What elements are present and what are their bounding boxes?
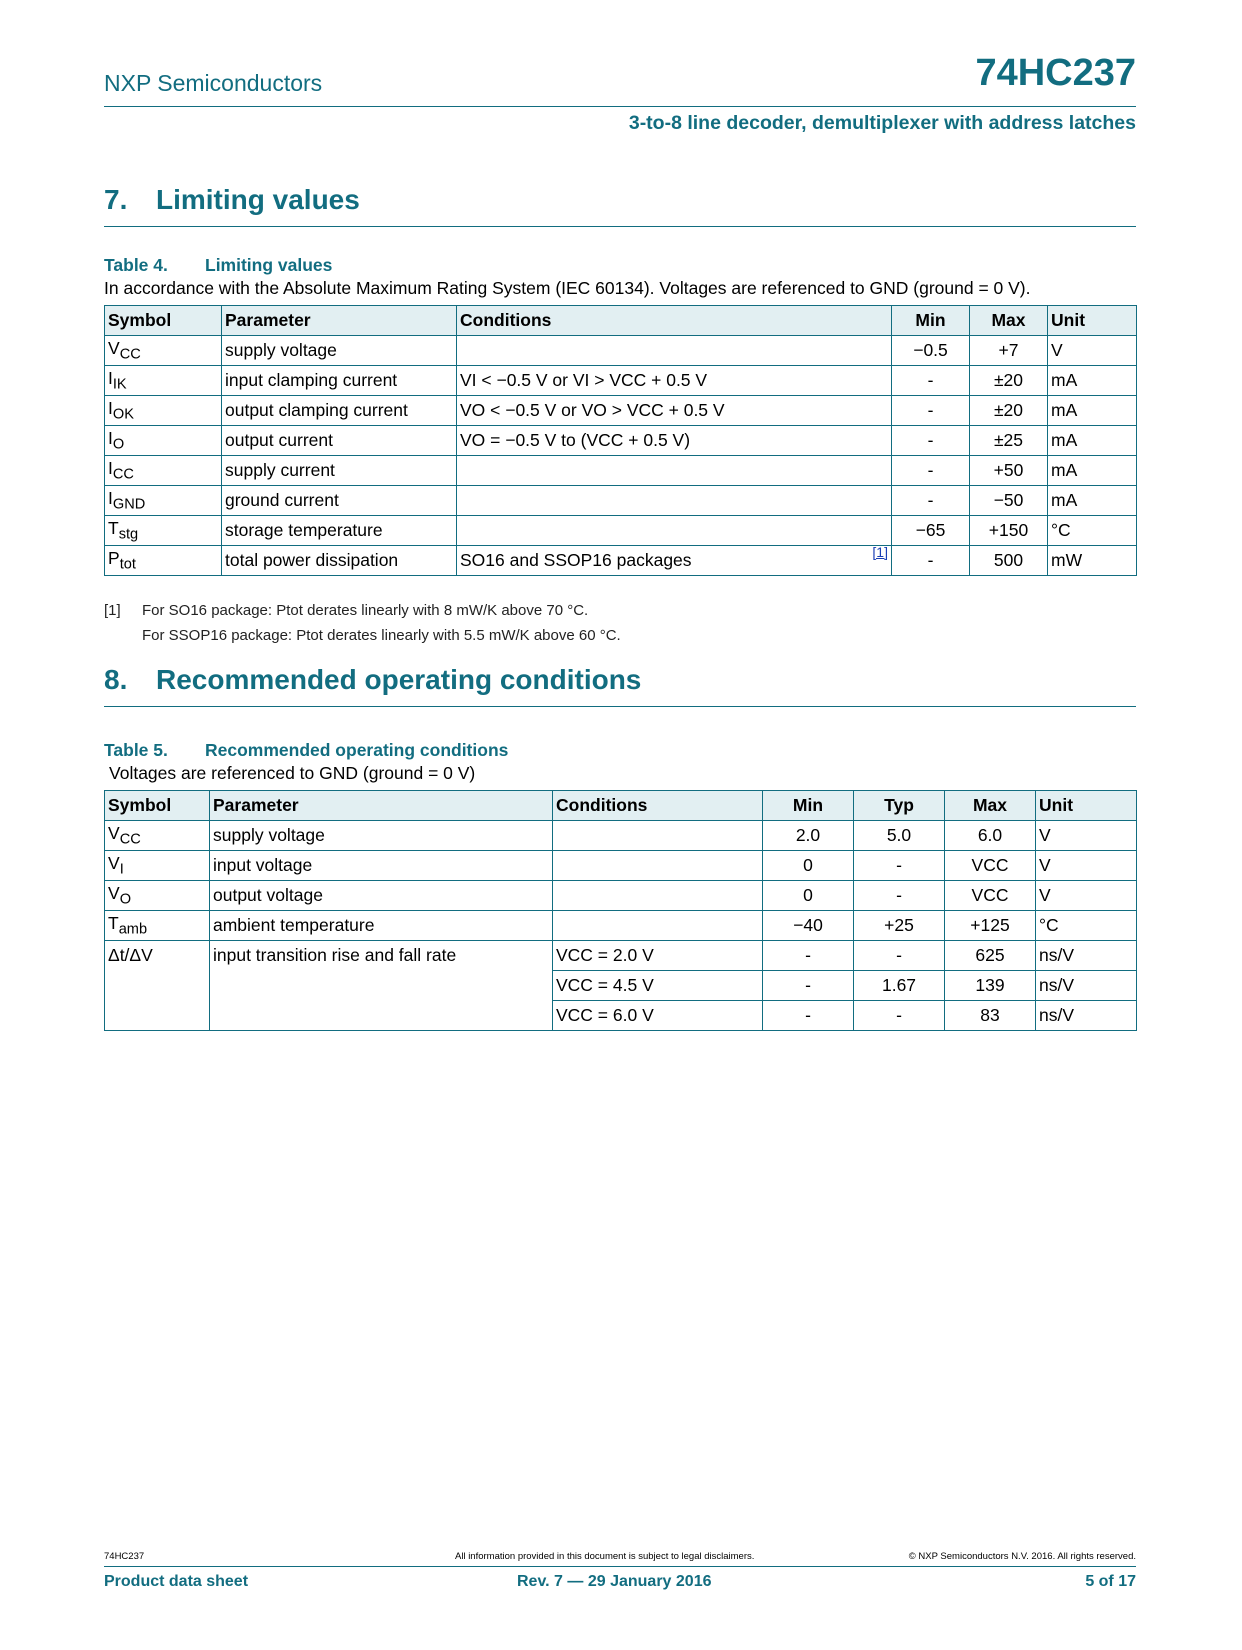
unit-cell: V	[1036, 821, 1137, 851]
symbol-cell	[105, 486, 222, 516]
conditions-cell: VCC = 2.0 V	[553, 941, 763, 971]
min-cell: 0	[763, 881, 854, 911]
parameter-cell: input transition rise and fall rate	[210, 941, 553, 1031]
conditions-cell	[457, 396, 892, 426]
symbol-letter: I	[108, 398, 113, 419]
symbol-cell	[105, 821, 210, 851]
section-7-heading	[104, 184, 360, 216]
section-number: 7.	[104, 184, 128, 215]
min-cell: −0.5	[892, 336, 970, 366]
part-number: 74HC237	[975, 52, 1136, 94]
section-8-divider	[104, 706, 1136, 707]
symbol-cell	[105, 456, 222, 486]
document-subtitle: 3-to-8 line decoder, demultiplexer with address latches	[628, 112, 1136, 134]
typ-cell: -	[854, 881, 945, 911]
table-row	[105, 941, 1137, 971]
symbol-letter: T	[108, 518, 119, 539]
min-cell: 2.0	[763, 821, 854, 851]
symbol-cell	[105, 881, 210, 911]
symbol-letter: V	[108, 853, 120, 874]
conditions-cell: VCC = 6.0 V	[553, 1001, 763, 1031]
footnote-1-continued	[104, 627, 621, 644]
table-row	[105, 366, 1137, 396]
col-header: Symbol	[105, 791, 210, 821]
conditions-text: SO16 and SSOP16 packages	[460, 550, 692, 570]
col-header: Unit	[1036, 791, 1137, 821]
typ-cell: +25	[854, 911, 945, 941]
col-header: Unit	[1048, 306, 1137, 336]
parameter-cell: input voltage	[210, 851, 553, 881]
conditions-cell	[553, 821, 763, 851]
max-cell: −50	[970, 486, 1048, 516]
symbol-letter: T	[108, 913, 119, 934]
section-number: 8.	[104, 664, 128, 695]
unit-cell: mA	[1048, 456, 1137, 486]
symbol-letter: I	[108, 488, 113, 509]
header-divider	[104, 106, 1136, 107]
symbol-letter: I	[108, 458, 113, 479]
symbol-letter: V	[108, 883, 120, 904]
table-number: Table 5.	[104, 740, 168, 760]
parameter-cell: input clamping current	[222, 366, 457, 396]
unit-cell: °C	[1048, 516, 1137, 546]
footnote-text: For SO16 package: Ptot derates linearly with 8 mW/K above 70 °C.	[142, 602, 589, 619]
typ-cell: 5.0	[854, 821, 945, 851]
min-cell: -	[763, 971, 854, 1001]
symbol-cell	[105, 426, 222, 456]
max-cell: VCC	[945, 881, 1036, 911]
min-cell: -	[892, 486, 970, 516]
unit-cell: V	[1048, 336, 1137, 366]
parameter-cell: ground current	[222, 486, 457, 516]
footnote-tag: [1]	[104, 602, 121, 619]
symbol-subscript: I	[119, 861, 124, 878]
symbol-subscript: CC	[112, 466, 134, 483]
min-cell: -	[892, 366, 970, 396]
conditions-cell: VCC = 4.5 V	[553, 971, 763, 1001]
max-cell: ±25	[970, 426, 1048, 456]
min-cell: -	[892, 396, 970, 426]
min-cell: -	[763, 941, 854, 971]
conditions-text: VO = −0.5 V to (VCC + 0.5 V)	[460, 430, 691, 450]
unit-cell: V	[1036, 881, 1137, 911]
parameter-cell: supply voltage	[222, 336, 457, 366]
table-row	[105, 396, 1137, 426]
parameter-cell: total power dissipation	[222, 546, 457, 576]
max-cell: +150	[970, 516, 1048, 546]
parameter-cell: output clamping current	[222, 396, 457, 426]
unit-cell: mA	[1048, 366, 1137, 396]
symbol-subscript: stg	[118, 526, 139, 543]
min-cell: -	[892, 456, 970, 486]
footnote-reference-link[interactable]: [1]	[872, 545, 888, 560]
table-title: Recommended operating conditions	[205, 740, 509, 760]
col-header: Min	[763, 791, 854, 821]
table-row	[105, 821, 1137, 851]
table-row	[105, 336, 1137, 366]
footer-doc-id: 74HC237	[104, 1551, 145, 1562]
typ-cell: -	[854, 941, 945, 971]
table-row	[105, 516, 1137, 546]
conditions-cell	[553, 911, 763, 941]
symbol-subscript: amb	[118, 921, 148, 938]
symbol-cell	[105, 336, 222, 366]
max-cell: ±20	[970, 366, 1048, 396]
conditions-cell	[457, 366, 892, 396]
max-cell: +50	[970, 456, 1048, 486]
section-7-divider	[104, 226, 1136, 227]
footer-revision: Rev. 7 — 29 January 2016	[517, 1573, 712, 1590]
max-cell: ±20	[970, 396, 1048, 426]
symbol-letter: V	[108, 823, 120, 844]
typ-cell: 1.67	[854, 971, 945, 1001]
table-header-row	[105, 791, 1137, 821]
symbol-subscript: O	[119, 891, 132, 908]
max-cell: +7	[970, 336, 1048, 366]
col-header: Max	[970, 306, 1048, 336]
section-title: Recommended operating conditions	[156, 664, 642, 695]
conditions-cell	[457, 486, 892, 516]
min-cell: -	[892, 546, 970, 576]
symbol-cell	[105, 366, 222, 396]
conditions-text: VO < −0.5 V or VO > VCC + 0.5 V	[460, 400, 725, 420]
conditions-cell	[553, 851, 763, 881]
unit-cell: mA	[1048, 486, 1137, 516]
symbol-cell: Δt/ΔV	[105, 941, 210, 1031]
section-title: Limiting values	[156, 184, 360, 215]
symbol-cell	[105, 516, 222, 546]
max-cell: 6.0	[945, 821, 1036, 851]
table-row	[105, 546, 1137, 576]
table-row	[105, 881, 1137, 911]
col-header: Conditions	[553, 791, 763, 821]
parameter-cell: supply voltage	[210, 821, 553, 851]
parameter-cell: output voltage	[210, 881, 553, 911]
table-4-note: In accordance with the Absolute Maximum Rating System (IEC 60134). Voltages are referenced to GND (ground = 0 V).	[104, 278, 1031, 298]
footer-page-number: 5 of 17	[1085, 1573, 1136, 1590]
unit-cell: °C	[1036, 911, 1137, 941]
parameter-cell: supply current	[222, 456, 457, 486]
table-header-row	[105, 306, 1137, 336]
conditions-cell	[457, 516, 892, 546]
table-5-caption	[104, 740, 508, 761]
min-cell: 0	[763, 851, 854, 881]
limiting-values-table	[104, 305, 1137, 576]
col-header: Parameter	[222, 306, 457, 336]
unit-cell: mA	[1048, 396, 1137, 426]
conditions-cell	[457, 426, 892, 456]
symbol-subscript: CC	[119, 831, 141, 848]
table-number: Table 4.	[104, 255, 168, 275]
max-cell: 83	[945, 1001, 1036, 1031]
col-header: Conditions	[457, 306, 892, 336]
table-title: Limiting values	[205, 255, 333, 275]
symbol-cell	[105, 911, 210, 941]
min-cell: -	[892, 426, 970, 456]
footer-copyright: © NXP Semiconductors N.V. 2016. All rights reserved.	[908, 1551, 1136, 1562]
min-cell: −40	[763, 911, 854, 941]
parameter-cell: output current	[222, 426, 457, 456]
unit-cell: ns/V	[1036, 1001, 1137, 1031]
symbol-subscript: OK	[112, 406, 134, 423]
symbol-subscript: O	[112, 436, 125, 453]
table-4-caption	[104, 255, 332, 276]
col-header: Min	[892, 306, 970, 336]
symbol-cell	[105, 851, 210, 881]
col-header: Typ	[854, 791, 945, 821]
section-8-heading	[104, 664, 641, 696]
col-header: Parameter	[210, 791, 553, 821]
conditions-cell	[457, 546, 892, 576]
typ-cell: -	[854, 851, 945, 881]
symbol-subscript: IK	[112, 376, 127, 393]
table-row	[105, 456, 1137, 486]
footer-doc-type: Product data sheet	[104, 1573, 249, 1590]
unit-cell: mA	[1048, 426, 1137, 456]
symbol-cell	[105, 396, 222, 426]
symbol-subscript: GND	[112, 496, 146, 513]
company-name: NXP Semiconductors	[104, 70, 323, 96]
max-cell: 139	[945, 971, 1036, 1001]
symbol-letter: I	[108, 368, 113, 389]
symbol-subscript: CC	[119, 346, 141, 363]
footer-disclaimer: All information provided in this document is subject to legal disclaimers.	[455, 1551, 755, 1562]
conditions-cell	[553, 881, 763, 911]
symbol-letter: V	[108, 338, 120, 359]
max-cell: +125	[945, 911, 1036, 941]
footer-divider	[104, 1566, 1136, 1567]
parameter-cell: storage temperature	[222, 516, 457, 546]
col-header: Symbol	[105, 306, 222, 336]
col-header: Max	[945, 791, 1036, 821]
max-cell: 500	[970, 546, 1048, 576]
conditions-cell	[457, 336, 892, 366]
parameter-cell: ambient temperature	[210, 911, 553, 941]
footnote-1	[104, 602, 588, 619]
typ-cell: -	[854, 1001, 945, 1031]
recommended-operating-table	[104, 790, 1137, 1031]
max-cell: 625	[945, 941, 1036, 971]
table-5-note: Voltages are referenced to GND (ground = 0 V)	[109, 763, 476, 783]
table-row	[105, 486, 1137, 516]
unit-cell: V	[1036, 851, 1137, 881]
unit-cell: ns/V	[1036, 941, 1137, 971]
unit-cell: mW	[1048, 546, 1137, 576]
unit-cell: ns/V	[1036, 971, 1137, 1001]
min-cell: -	[763, 1001, 854, 1031]
table-row	[105, 426, 1137, 456]
symbol-subscript: tot	[119, 556, 136, 573]
max-cell: VCC	[945, 851, 1036, 881]
symbol-letter: I	[108, 428, 113, 449]
table-row	[105, 911, 1137, 941]
symbol-cell	[105, 546, 222, 576]
conditions-text: VI < −0.5 V or VI > VCC + 0.5 V	[460, 370, 708, 390]
min-cell: −65	[892, 516, 970, 546]
footnote-text: For SSOP16 package: Ptot derates linearly with 5.5 mW/K above 60 °C.	[142, 627, 621, 644]
symbol-letter: P	[108, 548, 120, 569]
table-row	[105, 851, 1137, 881]
conditions-cell	[457, 456, 892, 486]
